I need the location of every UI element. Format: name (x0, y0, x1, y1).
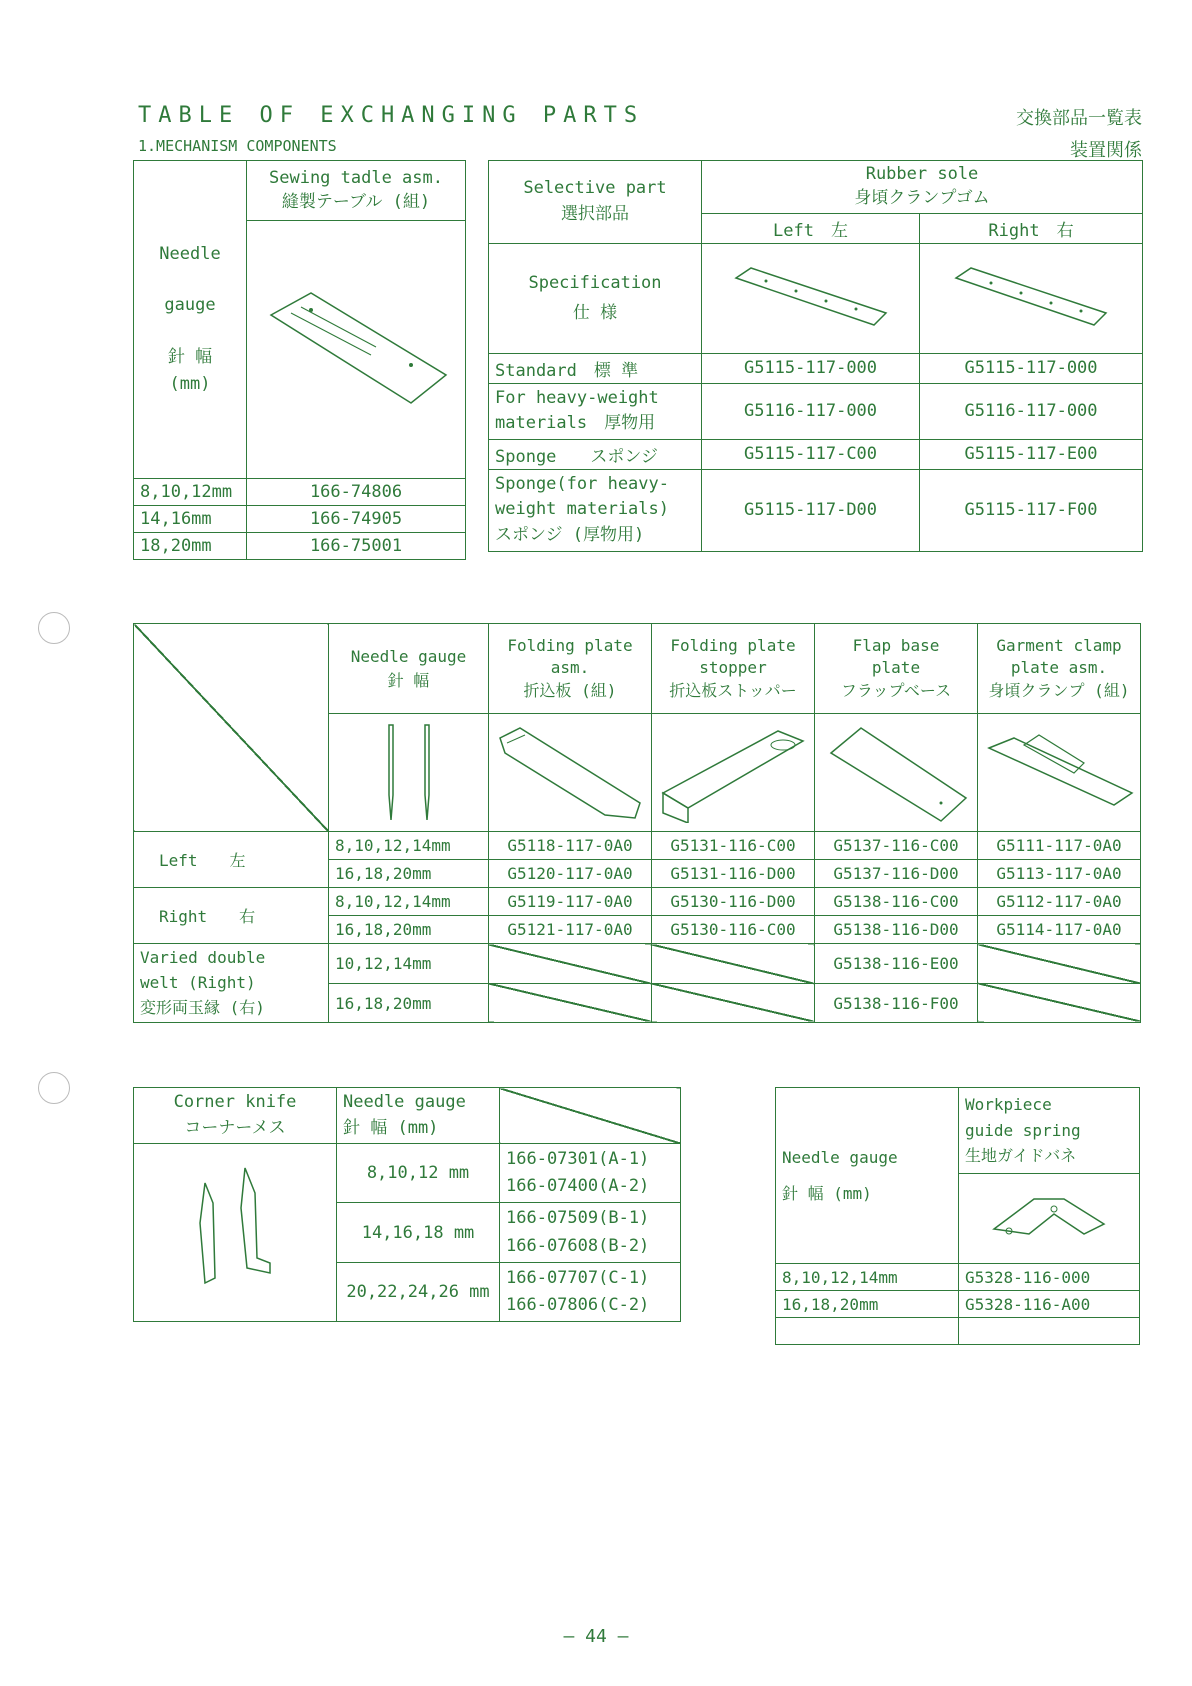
part-cell: G5137-116-C00 (814, 832, 977, 860)
guide-spring-table (775, 1087, 1140, 1345)
part-cell (500, 1144, 681, 1203)
flap-base-icon (821, 723, 971, 823)
part-cell: G5328-116-000 (959, 1264, 1140, 1291)
table-row-part: 166-74905 (247, 506, 466, 533)
part-left: G5115-117-000 (702, 353, 920, 383)
part-cell: G5138-116-E00 (814, 944, 977, 984)
header-en: Rubber sole (865, 164, 979, 184)
folding-stopper-icon (658, 723, 808, 823)
label-jp: 針 幅 (167, 346, 213, 367)
spec-line: weight materials) (495, 499, 669, 520)
needle-en: Needle gauge (350, 646, 467, 666)
part-cell: G5131-116-C00 (651, 832, 814, 860)
spec-name: Sponge スポンジ (489, 439, 702, 469)
part-cell: G5138-116-C00 (814, 888, 977, 916)
rubber-sole-right-icon (946, 263, 1116, 333)
table-row-part: 166-75001 (247, 533, 466, 560)
spec-line: materials 厚物用 (495, 413, 656, 434)
header-line: 身頃クランプ (組) (988, 680, 1130, 700)
punch-hole (38, 1072, 70, 1104)
part-cell: G5120-117-0A0 (488, 860, 651, 888)
label-needle: Needle (159, 244, 221, 265)
part-left: G5116-117-000 (702, 383, 920, 439)
guide-spring-icon (974, 1179, 1124, 1259)
selective-jp: 選択部品 (561, 203, 629, 224)
needle-jp: 針 幅 (mm) (782, 1183, 872, 1203)
sewing-table-image-cell (247, 221, 466, 479)
header-line: 折込板 (組) (523, 680, 617, 700)
header-line: stopper (699, 658, 767, 678)
header-line: 生地ガイドバネ (965, 1146, 1077, 1166)
empty-diagonal-cell (978, 944, 1141, 984)
header-line: Folding plate (670, 635, 796, 655)
section-subtitle: 1.MECHANISM COMPONENTS (138, 137, 337, 155)
gauge-cell: 14,16,18 mm (337, 1203, 500, 1262)
corner-diagonal-cell (134, 624, 329, 832)
header-line: Flap base (852, 635, 940, 655)
section-subtitle-jp: 装置関係 (1070, 140, 1142, 161)
part-cell: G5119-117-0A0 (488, 888, 651, 916)
gauge-cell: 16,18,20mm (329, 916, 489, 944)
gauge-cell: 16,18,20mm (329, 983, 489, 1023)
header-jp: コーナーメス (184, 1117, 286, 1138)
varied-line: 変形両玉縁 (右) (140, 997, 265, 1017)
folding-plate-header (488, 624, 651, 714)
header-jp: 縫製テーブル (組) (281, 191, 431, 212)
spec-line: For heavy-weight (495, 387, 659, 408)
folding-stopper-header (651, 624, 814, 714)
part-cell: G5114-117-0A0 (978, 916, 1141, 944)
part-line: 166-07509(B-1) (506, 1208, 650, 1229)
spec-line: スポンジ (厚物用) (495, 524, 645, 545)
needle-icon (369, 720, 449, 825)
page-title: TABLE OF EXCHANGING PARTS (138, 103, 645, 128)
gauge-cell: 8,10,12,14mm (776, 1264, 959, 1291)
gauge-cell: 8,10,12,14mm (329, 832, 489, 860)
gauge-cell: 8,10,12 mm (337, 1144, 500, 1203)
gauge-cell: 10,12,14mm (329, 944, 489, 984)
table-row-gauge: 14,16mm (134, 506, 247, 533)
header-line: Garment clamp (996, 635, 1122, 655)
rubber-sole-table (488, 160, 1143, 552)
spec-name: Standard 標 準 (489, 353, 702, 383)
rubber-sole-left-icon (726, 263, 896, 333)
header-line: asm. (550, 658, 590, 678)
part-cell: G5121-117-0A0 (488, 916, 651, 944)
folding-plate-image (488, 714, 651, 832)
punch-hole (38, 612, 70, 644)
left-row-label: Left 左 (134, 832, 329, 888)
part-left: G5115-117-D00 (702, 469, 920, 551)
empty-diagonal-cell (488, 983, 651, 1023)
selective-en: Selective part (523, 178, 667, 199)
folding-plate-table (133, 623, 1141, 1023)
rubber-sole-header (702, 161, 1143, 214)
part-cell: G5113-117-0A0 (978, 860, 1141, 888)
part-line: 166-07707(C-1) (506, 1267, 650, 1288)
corner-knife-icon (175, 1163, 295, 1303)
table-row-part: 166-74806 (247, 479, 466, 506)
needle-gauge-label-cell (134, 161, 247, 479)
part-cell: G5118-117-0A0 (488, 832, 651, 860)
folding-plate-icon (495, 723, 645, 823)
label-unit: (mm) (169, 373, 211, 394)
spec-name (489, 383, 702, 439)
part-cell: G5328-116-A00 (959, 1291, 1140, 1318)
part-cell (500, 1203, 681, 1262)
gauge-cell: 16,18,20mm (776, 1291, 959, 1318)
table-row-gauge: 8,10,12mm (134, 479, 247, 506)
selective-part-header (489, 161, 702, 244)
guide-spring-image (959, 1174, 1140, 1264)
needle-en: Needle gauge (343, 1092, 466, 1112)
part-cell: G5112-117-0A0 (978, 888, 1141, 916)
part-line: 166-07806(C-2) (506, 1294, 650, 1315)
part-cell: G5130-116-D00 (651, 888, 814, 916)
folding-stopper-image (651, 714, 814, 832)
header-line: plate (871, 658, 921, 678)
corner-knife-image (134, 1144, 337, 1322)
varied-line: Varied double (140, 948, 266, 967)
part-line: 166-07400(A-2) (506, 1176, 650, 1197)
flap-base-image (814, 714, 977, 832)
table-row-gauge: 18,20mm (134, 533, 247, 560)
needle-en: Needle gauge (782, 1148, 898, 1168)
header-line: 折込板ストッパー (669, 680, 797, 700)
right-row-label: Right 右 (134, 888, 329, 944)
header-line: plate asm. (1010, 658, 1108, 678)
sewing-table-header (247, 161, 466, 221)
part-right: G5115-117-000 (920, 353, 1143, 383)
part-left: G5115-117-C00 (702, 439, 920, 469)
garment-clamp-icon (984, 723, 1134, 823)
part-cell: G5111-117-0A0 (978, 832, 1141, 860)
sewing-table-table (133, 160, 466, 560)
part-cell: G5137-116-D00 (814, 860, 977, 888)
flap-base-header (814, 624, 977, 714)
corner-knife-table (133, 1087, 681, 1322)
needle-gauge-header (776, 1088, 959, 1264)
specification-cell (489, 243, 702, 353)
corner-knife-header (134, 1088, 337, 1144)
page-number: ― 44 ― (563, 1626, 629, 1647)
header-line: フラップベース (840, 680, 952, 700)
varied-line: welt (Right) (140, 972, 256, 992)
header-en: Sewing tadle asm. (269, 167, 443, 188)
part-cell: G5131-116-D00 (651, 860, 814, 888)
empty-diagonal-cell (978, 983, 1141, 1023)
part-right: G5115-117-F00 (920, 469, 1143, 551)
part-right: G5115-117-E00 (920, 439, 1143, 469)
header-line: Folding plate (507, 635, 633, 655)
spec-en: Specification (528, 272, 662, 293)
empty-diagonal-cell (651, 944, 814, 984)
part-cell (500, 1262, 681, 1321)
needle-jp: 針 幅 (387, 670, 430, 690)
garment-clamp-header (978, 624, 1141, 714)
part-cell: G5138-116-D00 (814, 916, 977, 944)
empty-diagonal-cell (500, 1088, 681, 1144)
empty-diagonal-cell (488, 944, 651, 984)
needle-gauge-header (329, 624, 489, 714)
header-line: guide spring (965, 1120, 1081, 1140)
page-title-jp: 交換部品一覧表 (1016, 108, 1142, 129)
header-en: Corner knife (173, 1092, 297, 1112)
part-cell: G5138-116-F00 (814, 983, 977, 1023)
guide-spring-header (959, 1088, 1140, 1174)
gauge-cell: 20,22,24,26 mm (337, 1262, 500, 1321)
sewing-table-drawing-icon (261, 285, 451, 415)
header-jp: 身頃クランプゴム (854, 187, 990, 208)
empty-cell (959, 1318, 1140, 1345)
rubber-sole-right-image (920, 243, 1143, 353)
spec-line: Sponge(for heavy- (495, 473, 669, 494)
needle-image-cell (329, 714, 489, 832)
rubber-sole-left-image (702, 243, 920, 353)
part-right: G5116-117-000 (920, 383, 1143, 439)
spec-jp: 仕 様 (572, 303, 618, 324)
left-column-header: Left 左 (702, 213, 920, 243)
part-line: 166-07301(A-1) (506, 1149, 650, 1169)
spec-name (489, 469, 702, 551)
garment-clamp-image (978, 714, 1141, 832)
part-line: 166-07608(B-2) (506, 1235, 650, 1256)
empty-diagonal-cell (651, 983, 814, 1023)
right-column-header: Right 右 (920, 213, 1143, 243)
needle-gauge-header (337, 1088, 500, 1144)
empty-cell (776, 1318, 959, 1345)
header-line: Workpiece (965, 1095, 1052, 1115)
label-gauge: gauge (164, 295, 216, 316)
varied-welt-label (134, 944, 329, 1023)
part-cell: G5130-116-C00 (651, 916, 814, 944)
needle-jp: 針 幅 (mm) (343, 1117, 439, 1138)
gauge-cell: 8,10,12,14mm (329, 888, 489, 916)
gauge-cell: 16,18,20mm (329, 860, 489, 888)
